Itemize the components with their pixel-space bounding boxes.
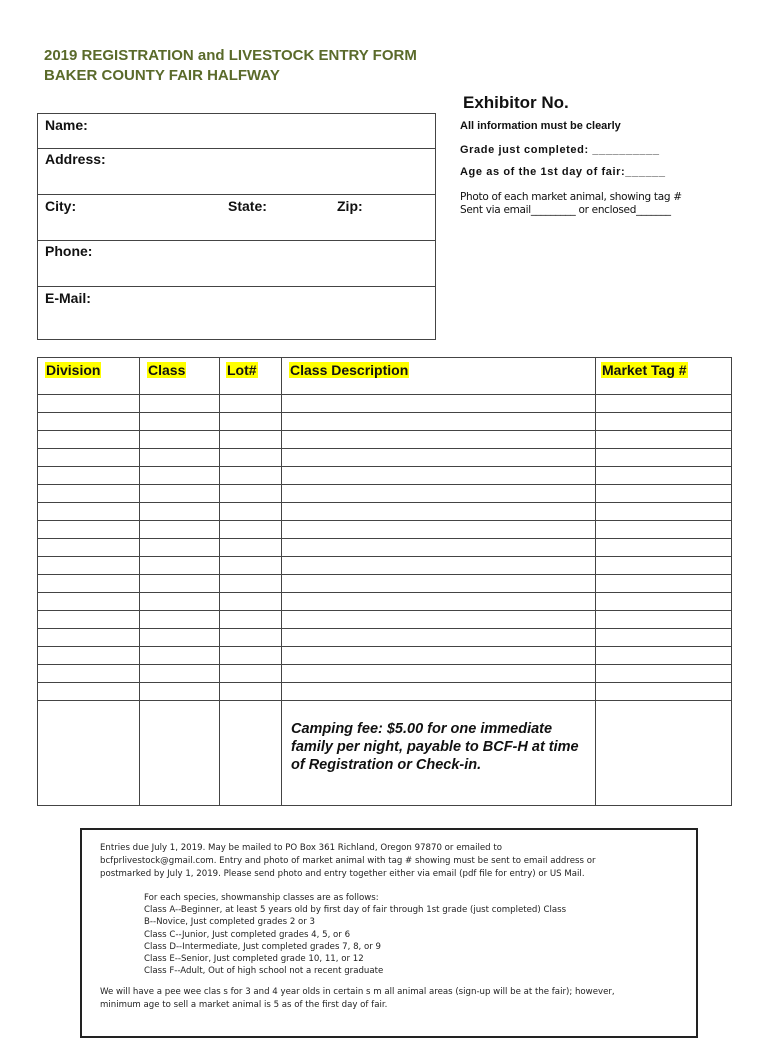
showmanship-classes-paragraph xyxy=(144,892,566,977)
phone-label: Phone: xyxy=(45,243,93,259)
table-row-line xyxy=(38,664,731,665)
zip-label: Zip: xyxy=(337,198,363,214)
header-class-description: Class Description xyxy=(290,362,409,378)
text-line: Class C--Junior, Just completed grades 4, 5, or 6 xyxy=(144,929,351,940)
header-class: Class xyxy=(148,362,186,378)
photo-note-line-1: Photo of each market animal, showing tag # xyxy=(460,191,682,203)
table-row-line xyxy=(38,556,731,557)
phone-row[interactable] xyxy=(38,241,435,287)
exhibitor-number-label: Exhibitor No. xyxy=(463,93,569,112)
table-row-line xyxy=(38,520,731,521)
text-line: For each species, showmanship classes are as follows: xyxy=(144,893,379,903)
state-label: State: xyxy=(228,198,267,214)
text-line: minimum age to sell a market animal is 5 as of the first day of fair. xyxy=(100,1000,388,1010)
livestock-entry-table xyxy=(37,357,732,806)
table-row-line xyxy=(38,682,731,683)
title-line-1: 2019 REGISTRATION and LIVESTOCK ENTRY FORM xyxy=(44,47,417,64)
header-lot: Lot# xyxy=(227,362,257,378)
entries-due-paragraph xyxy=(100,842,595,881)
table-row-line xyxy=(38,466,731,467)
city-label: City: xyxy=(45,198,77,214)
column-divider xyxy=(281,358,282,805)
header-division: Division xyxy=(46,362,101,378)
table-row-line xyxy=(38,394,731,395)
header-market-tag: Market Tag # xyxy=(602,362,687,378)
table-row-line xyxy=(38,610,731,611)
text-line: B--Novice, Just completed grades 2 or 3 xyxy=(144,917,316,928)
table-row-line xyxy=(38,646,731,647)
city-state-zip-row[interactable] xyxy=(38,195,435,241)
exhibitor-info-box xyxy=(37,113,436,340)
grade-field[interactable]: Grade just completed: __________ xyxy=(460,144,660,156)
address-row[interactable] xyxy=(38,149,435,195)
table-row-line xyxy=(38,502,731,503)
table-row-line xyxy=(38,574,731,575)
table-row-line xyxy=(38,430,731,431)
column-divider xyxy=(595,358,596,805)
email-label: E-Mail: xyxy=(45,290,91,306)
table-row-line xyxy=(38,412,731,413)
title-line-2: BAKER COUNTY FAIR HALFWAY xyxy=(44,67,280,84)
pee-wee-paragraph xyxy=(100,986,615,1012)
text-line: We will have a pee wee clas s for 3 and 4 year olds in certain s m all animal areas (sign-up will be at the fair); however, xyxy=(100,987,615,997)
form-title xyxy=(44,46,464,86)
entry-instructions-box xyxy=(80,828,698,1038)
camping-fee-note: Camping fee: $5.00 for one immediate family per night, payable to BCF-H at time of Registration or Check-in. xyxy=(291,721,579,773)
email-row[interactable] xyxy=(38,287,435,339)
table-row-line xyxy=(38,538,731,539)
table-row-line xyxy=(38,628,731,629)
table-row-line xyxy=(38,484,731,485)
address-label: Address: xyxy=(45,151,106,167)
table-row-line xyxy=(38,592,731,593)
column-divider xyxy=(139,358,140,805)
name-label: Name: xyxy=(45,117,88,133)
text-line: Class F--Adult, Out of high school not a recent graduate xyxy=(144,966,384,977)
text-line: postmarked by July 1, 2019. Please send photo and entry together either via email (pdf file for entry) or US Mail. xyxy=(100,869,585,879)
table-row-line xyxy=(38,448,731,449)
text-line: Class E--Senior, Just completed grade 10, 11, or 12 xyxy=(144,954,364,965)
name-row[interactable] xyxy=(38,114,435,149)
table-row-line xyxy=(38,700,731,701)
text-line: Class A--Beginner, at least 5 years old by first day of fair through 1st grade (just completed) Class xyxy=(144,905,567,916)
text-line: Class D--Intermediate, Just completed grades 7, 8, or 9 xyxy=(144,941,382,952)
age-field[interactable]: Age as of the 1st day of fair:______ xyxy=(460,166,666,178)
column-divider xyxy=(219,358,220,805)
text-line: Entries due July 1, 2019. May be mailed to PO Box 361 Richland, Oregon 97870 or emailed to xyxy=(100,843,503,853)
info-clearly-note: All information must be clearly xyxy=(460,120,621,132)
text-line: bcfprlivestock@gmail.com. Entry and photo of market animal with tag # showing must be sent to email address or xyxy=(100,856,596,866)
photo-note-line-2[interactable]: Sent via email_________ or enclosed_______ xyxy=(460,204,671,216)
